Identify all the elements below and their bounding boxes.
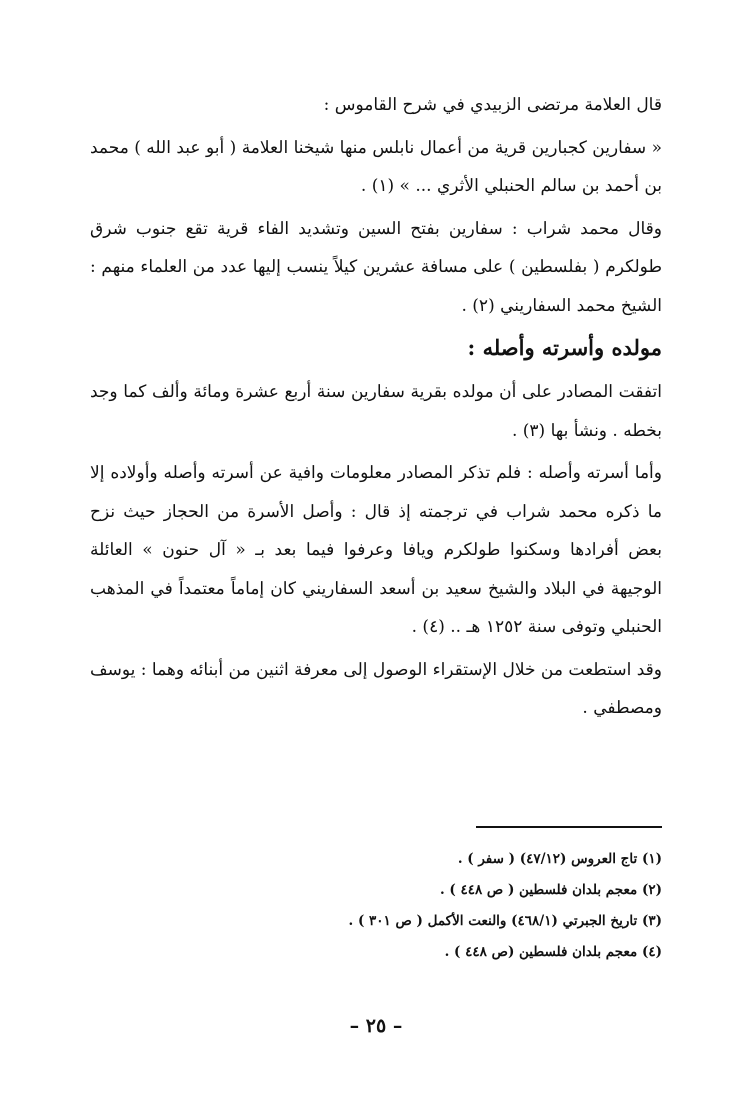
paragraph-sharab: وقال محمد شراب : سفارين بفتح السين وتشديد الفاء قرية تقع جنوب شرق طولكرم ( بفلسطين ) على مسافة عشرين كيلاً ينسب إليها عدد من العلماء منهم : الشيخ محمد السفاريني (٢) .	[90, 218, 662, 316]
page-body	[90, 86, 662, 1061]
section-heading: مولده وأسرته وأصله :	[467, 335, 662, 360]
footnote-item: (٣) تاريخ الجبرتي (٤٦٨/١) والنعت الأكمل ( ص ٣٠١ ) .	[348, 913, 662, 929]
page-number: – ٢٥ –	[349, 1015, 403, 1037]
paragraph-intro: قال العلامة مرتضى الزبيدي في شرح القاموس :	[323, 95, 662, 115]
footnote-item: (٤) معجم بلدان فلسطين (ص ٤٤٨ ) .	[444, 944, 662, 960]
footnote-item: (١) تاج العروس (٤٧/١٢) ( سفر ) .	[457, 851, 662, 867]
paragraph-birth: اتفقت المصادر على أن مولده بقرية سفارين سنة أربع عشرة ومائة وألف كما وجد بخطه . ونشأ بها (٣) .	[90, 382, 662, 441]
footnote-item: (٢) معجم بلدان فلسطين ( ص ٤٤٨ ) .	[439, 882, 662, 898]
paragraph-quote: « سفارين كجبارين قرية من أعمال نابلس منها شيخنا العلامة ( أبو عبد الله ) محمد بن أحمد بن سالم الحنبلي الأثري ... » (١) .	[90, 137, 662, 196]
paragraph-sons: وقد استطعت من خلال الإستقراء الوصول إلى معرفة اثنين من أبنائه وهما : يوسف ومصطفي .	[90, 659, 662, 718]
footnote-divider	[476, 826, 662, 828]
paragraph-family: وأما أسرته وأصله : فلم تذكر المصادر معلومات وافية عن أسرته وأصله وأولاده إلا ما ذكره محمد شراب في ترجمته إذ قال : وأصل الأسرة من الحجاز حيث نزح بعض أفرادها وسكنوا طولكرم ويافا وعرفوا فيما بعد بـ « آل حنون » العائلة الوجيهة في البلاد والشيخ سعيد بن أسعد السفاريني كان إماماً معتمداً في المذهب الحنبلي وتوفى سنة ١٢٥٢ هـ .. (٤) .	[90, 463, 662, 637]
footnotes	[90, 844, 662, 968]
